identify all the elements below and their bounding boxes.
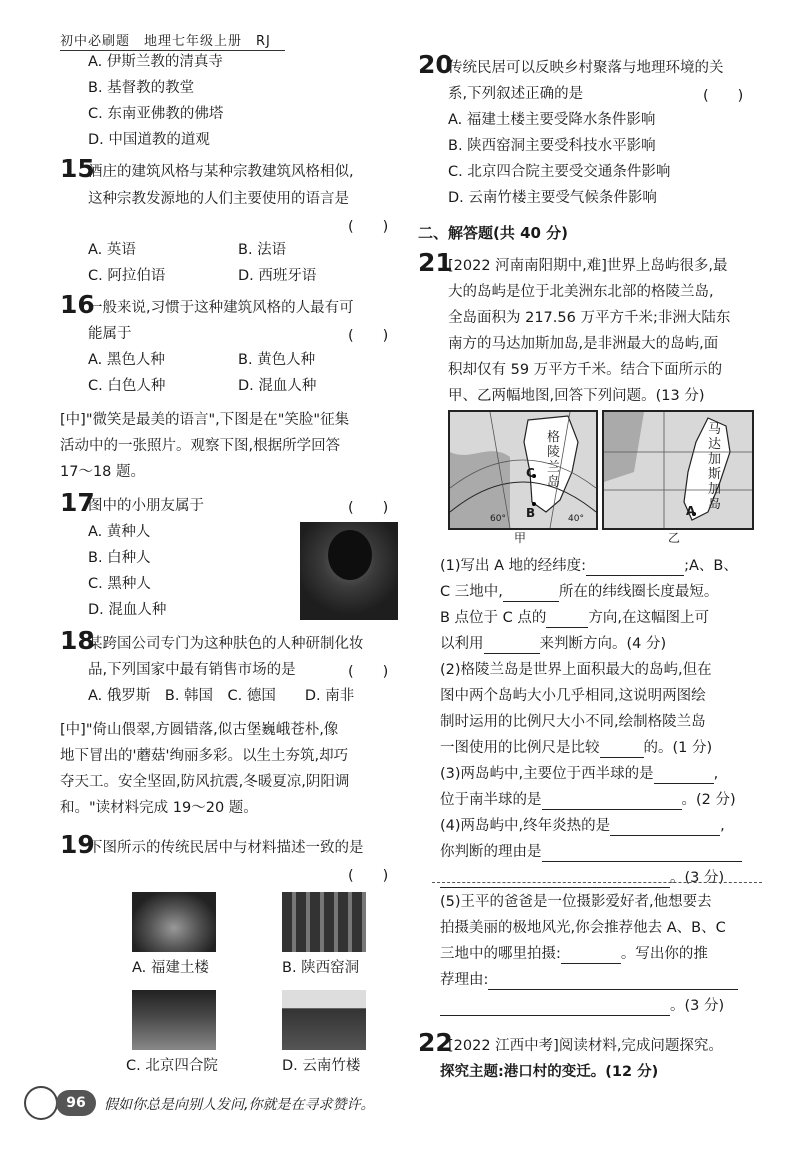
q21-2-line4-b: 的。(1 分) [643,740,713,756]
q21-3-line2-b: 。(2 分) [681,792,736,808]
q21-5-location-blank[interactable] [561,947,621,964]
intro-19-20-line-3: 夺天工。安全坚固,防风抗震,冬暖夏凉,阴阳调 [60,774,350,790]
q17-text-1: 图中的小朋友属于 [88,498,204,514]
q21-5-line4-a: 荐理由: [440,972,489,988]
greenland-map-svg [450,412,596,528]
q14-option-b[interactable]: B. 基督教的教堂 [88,80,195,96]
q20-number: 20 [418,50,453,79]
q16-option-d[interactable]: D. 混血人种 [238,378,317,394]
section-2-title: 二、解答题(共 40 分) [418,224,569,242]
q21-1-direction-blank[interactable] [546,611,588,628]
q21-text-4: 南方的马达加斯加岛,是非洲最大的岛屿,面 [448,336,719,352]
shaanxi-yaodong-photo [282,892,366,952]
running-header: 初中必刷题 地理七年级上册 RJ [60,34,271,49]
header-rule [60,50,285,51]
q22-text-1: [2022 江西中考]阅读材料,完成问题探究。 [448,1038,723,1054]
q21-1-latlon-blank[interactable] [586,559,684,576]
q21-2-line-2: 图中两个岛屿大小几乎相同,这说明两图绘 [440,688,706,704]
q21-3-line-2 [440,790,736,810]
q15-text-1: 酒庄的建筑风格与某种宗教建筑风格相似, [88,164,354,180]
point-c-label: C [526,466,535,480]
q21-number: 21 [418,248,453,277]
q15-option-c[interactable]: C. 阿拉伯语 [88,268,166,284]
q16-option-a[interactable]: A. 黑色人种 [88,352,165,368]
q15-answer-paren[interactable]: ( ) [348,219,389,235]
page-number: 96 [56,1090,96,1116]
madagascar-map [602,410,754,530]
q21-3-west-blank[interactable] [654,767,714,784]
q20-text-2: 系,下列叙述正确的是 [448,86,584,102]
q14-option-a[interactable]: A. 伊斯兰教的清真寺 [88,54,223,70]
q19-option-a[interactable]: A. 福建土楼 [132,960,209,976]
map-yi-caption: 乙 [668,531,681,545]
q21-4-line-1: (4)两岛屿中,终年炎热的是 , [440,818,725,834]
q15-number: 15 [60,154,95,183]
q21-3-south-blank[interactable] [542,793,682,810]
q20-option-a[interactable]: A. 福建土楼主要受降水条件影响 [448,112,656,128]
footer-logo-icon [24,1086,58,1120]
q20-answer-paren[interactable]: ( ) [703,88,744,104]
greenland-map [448,410,598,530]
greenland-label: 格陵兰岛 [547,430,561,490]
q16-text-2: 能属于 [88,326,132,342]
q21-5-reason-blank-2[interactable] [440,999,670,1016]
q21-5-line-2: 拍摄美丽的极地风光,你会推荐他去 A、B、C [440,920,726,936]
q14-option-c[interactable]: C. 东南亚佛教的佛塔 [88,106,224,122]
q21-1-line-2 [440,582,718,602]
madagascar-map-svg [604,412,752,528]
q15-option-b[interactable]: B. 法语 [238,242,287,258]
q17-option-a[interactable]: A. 黄种人 [88,524,151,540]
q15-option-a[interactable]: A. 英语 [88,242,136,258]
q21-3-line1-a: (3)两岛屿中,主要位于西半球的是 [440,766,654,782]
beijing-siheyuan-photo [132,990,216,1050]
q20-option-c[interactable]: C. 北京四合院主要受交通条件影响 [448,164,671,180]
q21-1-line4-b: 来判断方向。(4 分) [539,636,667,652]
intro-19-20-line-2: 地下冒出的'蘑菇'绚丽多彩。以生土夯筑,却巧 [60,748,349,764]
q17-option-c[interactable]: C. 黑种人 [88,576,151,592]
q21-4-line-2 [440,842,742,862]
q21-text-2: 大的岛屿是位于北美洲东北部的格陵兰岛, [448,284,714,300]
q21-text-3: 全岛面积为 217.56 万平方千米;非洲大陆东 [448,310,731,326]
q21-3-line2-a: 位于南半球的是 [440,792,542,808]
q21-1-line-1 [440,556,738,576]
q22-text-2: 探究主题:港口村的变迁。(12 分) [440,1064,659,1080]
q21-5-line-1: (5)王平的爸爸是一位摄影爱好者,他想要去 [440,894,712,910]
q21-1-prompt: (1)写出 A 地的经纬度: [440,558,587,574]
q21-1-line3-b: 方向,在这幅图上可 [588,610,710,626]
q21-text-6: 甲、乙两幅地图,回答下列问题。(13 分) [448,388,705,404]
q19-option-c[interactable]: C. 北京四合院 [126,1058,218,1074]
q18-number: 18 [60,626,95,655]
q18-text-1: 某跨国公司专门为这种肤色的人种研制化妆 [88,636,364,652]
q15-text-2: 这种宗教发源地的人们主要使用的语言是 [88,191,349,207]
yunnan-zhulou-photo [282,990,366,1050]
q21-2-scale-blank[interactable] [600,741,644,758]
q21-1-line-4 [440,634,666,654]
q21-4-reason-blank-2[interactable] [440,871,670,888]
q21-5-score: 。(3 分) [670,998,725,1014]
point-b-label: B [526,506,536,520]
q19-option-b[interactable]: B. 陕西窑洞 [282,960,360,976]
q15-option-d[interactable]: D. 西班牙语 [238,268,317,284]
q21-2-line-1: (2)格陵兰岛是世界上面积最大的岛屿,但在 [440,662,712,678]
q21-text-5: 积却仅有 59 万平方千米。结合下面所示的 [448,362,723,378]
q20-option-d[interactable]: D. 云南竹楼主要受气候条件影响 [448,190,657,206]
q21-5-line3-a: 三地中的哪里拍摄: [440,946,561,962]
q16-answer-paren[interactable]: ( ) [348,328,389,344]
q21-5-line3-b: 。写出你的推 [620,946,708,962]
q17-answer-paren[interactable]: ( ) [348,500,389,516]
q16-option-c[interactable]: C. 白色人种 [88,378,166,394]
map-jia-caption: 甲 [514,531,527,545]
q21-3-line-1: (3)两岛屿中,主要位于西半球的是 , [440,766,719,782]
q21-1-line2-b: 所在的纬线圈长度最短。 [558,584,719,600]
intro-17-18-line-3: 17～18 题。 [60,464,146,480]
q21-1-line-3 [440,608,709,628]
fujian-tulou-photo [132,892,216,952]
q21-5-line-5 [440,996,724,1016]
q21-5-reason-blank[interactable] [488,973,738,990]
q21-text-1: [2022 河南南阳期中,难]世界上岛屿很多,最 [448,258,728,274]
child-photo [300,522,398,620]
q21-1-line2-a: C 三地中, [440,584,503,600]
q17-number: 17 [60,488,95,517]
q21-2-line4-a: 一图使用的比例尺是比较 [440,740,600,756]
q19-number: 19 [60,830,95,859]
intro-17-18-line-2: 活动中的一张照片。观察下图,根据所学回答 [60,438,341,454]
q16-text-1: 一般来说,习惯于这种建筑风格的人最有可 [88,300,354,316]
q17-option-d[interactable]: D. 混血人种 [88,602,167,618]
q21-4-line1-a: (4)两岛屿中,终年炎热的是 [440,818,611,834]
q21-5-line-3 [440,944,708,964]
madagascar-label: 马达加斯加岛 [708,422,722,512]
q18-text-2: 品,下列国家中最有销售市场的是 [88,662,296,678]
q16-option-b[interactable]: B. 黄色人种 [238,352,316,368]
q21-5-divider [432,882,762,883]
q20-text-1: 传统民居可以反映乡村聚落与地理环境的关 [448,60,724,76]
q21-2-line-3: 制时运用的比例尺大小不同,绘制格陵兰岛 [440,714,706,730]
q21-5-line-4 [440,970,738,990]
q21-1-shortest-blank[interactable] [503,585,559,602]
child-face-shape [328,530,372,580]
q21-4-score: 。(3 分) [670,870,725,886]
q19-text-1: 下图所示的传统民居中与材料描述一致的是 [88,840,364,856]
q22-number: 22 [418,1028,453,1057]
q20-option-b[interactable]: B. 陕西窑洞主要受科技水平影响 [448,138,656,154]
q21-4-line2-a: 你判断的理由是 [440,844,542,860]
q21-4-hot-blank[interactable] [610,819,720,836]
footer-quote: 假如你总是向别人发问,你就是在寻求赞许。 [104,1097,375,1113]
longitude-40-label: 40° [568,514,584,524]
q21-1-line4-a: 以利用 [440,636,484,652]
q21-1-prompt-b: ;A、B、 [684,558,738,574]
intro-17-18-line-1: [中]"微笑是最美的语言",下图是在"笑脸"征集 [60,412,350,428]
q14-option-d[interactable]: D. 中国道教的道观 [88,132,210,148]
q17-option-b[interactable]: B. 白种人 [88,550,151,566]
point-a-label: A [686,504,696,518]
intro-19-20-line-1: [中]"倚山偎翠,方圆错落,似古堡巍峨苍朴,像 [60,722,339,738]
q19-answer-paren[interactable]: ( ) [348,868,389,884]
q16-number: 16 [60,290,95,319]
q18-options[interactable]: A. 俄罗斯 B. 韩国 C. 德国 D. 南非 [88,688,355,704]
q21-2-line-4 [440,738,712,758]
q18-answer-paren[interactable]: ( ) [348,664,389,680]
q21-1-line3-a: B 点位于 C 点的 [440,610,547,626]
q21-1-method-blank[interactable] [484,637,540,654]
q21-4-line-3 [440,868,724,888]
q21-4-reason-blank[interactable] [542,845,742,862]
q19-option-d[interactable]: D. 云南竹楼 [282,1058,361,1074]
longitude-60-label: 60° [490,514,506,524]
intro-19-20-line-4: 和。"读材料完成 19～20 题。 [60,800,258,816]
